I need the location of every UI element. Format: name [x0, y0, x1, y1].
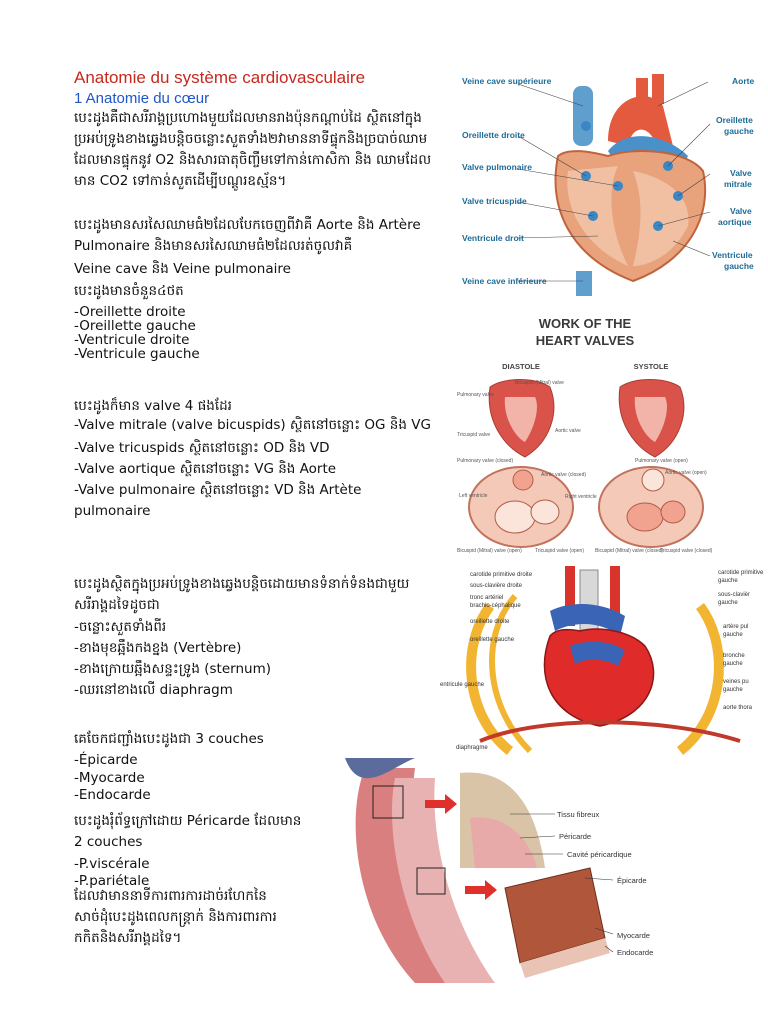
position-list — [74, 617, 442, 701]
label: carotide primitive — [718, 570, 764, 576]
small-label: Pulmonary valve — [457, 392, 494, 398]
label-pulmonary-valve: Valve pulmonaire — [462, 162, 532, 172]
label: gauche — [718, 600, 738, 606]
small-label: Right ventricle — [565, 494, 597, 500]
label: gauche — [718, 578, 738, 584]
label: gauche — [723, 632, 743, 638]
label: artère pul — [723, 624, 749, 630]
label: brachio-céphalique — [470, 603, 521, 609]
list-item: -Valve pulmonaire ស្ថិតនៅចន្លោះ VD និង Artète pulmonaire — [74, 482, 362, 519]
list-item: -ខាងមុខឆ្អឹងកងខ្នង (Vertèbre) — [74, 640, 242, 656]
aortic-branch — [636, 78, 648, 106]
diastole-valve-closed — [513, 470, 533, 490]
label-right-ventricle: Ventricule droit — [462, 233, 524, 243]
heart-anatomy-figure — [458, 66, 758, 298]
label: oreillette droite — [470, 619, 510, 625]
list-item: -Endocarde — [74, 787, 151, 803]
label-superior-vena-cava: Veine cave supérieure — [462, 76, 552, 86]
label: veines pu — [723, 679, 749, 685]
list-item: -Épicarde — [74, 752, 138, 768]
label: tronc artériel — [470, 595, 504, 601]
pericarde-list — [74, 856, 274, 890]
label-inferior-vena-cava: Veine cave inférieure — [462, 276, 547, 286]
label: entricule gauche — [440, 682, 485, 688]
label-aortic-valve: Valve — [730, 206, 752, 216]
label-pericardium: Péricarde — [559, 832, 592, 841]
label: gauche — [723, 661, 743, 667]
diastole-valve-open — [531, 500, 559, 524]
small-label: Left ventricle — [459, 493, 488, 499]
label-left-atrium-2: gauche — [724, 126, 754, 136]
label-pericardial-cavity: Cavité péricardique — [567, 850, 632, 859]
label-mitral-valve: Valve — [730, 168, 752, 178]
label: diaphragme — [456, 745, 488, 751]
thoracic-position-figure — [440, 566, 768, 756]
pericarde-intro: បេះដូងរុំព័ទ្ធក្រៅដោយ Péricarde ដែលមាន 2 couches — [74, 813, 302, 850]
valves-title-line2: HEART VALVES — [535, 333, 635, 348]
small-label: Aortic valve (open) — [665, 470, 707, 476]
page-title: Anatomie du système cardiovasculaire — [74, 68, 366, 87]
label-epicardium: Épicarde — [617, 876, 647, 885]
label: bronche — [723, 653, 745, 659]
label-right-atrium: Oreillette droite — [462, 130, 525, 140]
valves-list — [74, 415, 442, 522]
label: aorte thora — [723, 705, 753, 711]
label: oreillette gauche — [470, 637, 515, 643]
heart-valves-figure — [455, 312, 715, 557]
chambers-list — [74, 305, 442, 361]
label: gauche — [723, 687, 743, 693]
valves-title-line1: WORK OF THE — [538, 316, 632, 331]
list-item: -Ventricule gauche — [74, 346, 200, 362]
list-item: -Oreillette droite — [74, 304, 186, 320]
systole-label: SYSTOLE — [633, 362, 669, 371]
small-label: Aortic valve (closed) — [541, 472, 587, 478]
list-item: -ឈរនៅខាងលើ diaphragm — [74, 682, 233, 698]
list-item: -P.pariétale — [74, 873, 150, 889]
layers-list — [74, 752, 274, 805]
section-subtitle: 1 Anatomie du cœur — [74, 90, 210, 107]
label: carotide primitive droite — [470, 572, 533, 578]
arrow-icon — [465, 880, 497, 900]
small-label: Aortic valve — [555, 428, 581, 434]
diastole-valve-open — [495, 501, 535, 533]
inferior-vena-cava — [576, 271, 592, 296]
small-label: Tricuspid valve — [457, 432, 491, 438]
layers-intro: គេចែកជញ្ជាំងបេះដូងជា 3 couches — [74, 731, 264, 747]
list-item: -Ventricule droite — [74, 332, 190, 348]
vessels-paragraph-end: Veine cave និង Veine pulmonaire — [74, 261, 291, 277]
small-label: Bicuspid (Mitral) valve (open) — [457, 548, 522, 554]
label-mitral-valve-2: mitrale — [724, 179, 752, 189]
small-label: Pulmonary valve (closed) — [457, 458, 514, 464]
list-item: -Myocarde — [74, 769, 145, 786]
pointer-dot — [581, 121, 591, 131]
systole-valve-closed — [661, 501, 685, 523]
list-item: -P.viscérale — [74, 856, 150, 872]
list-item: -ចន្លោះសួតទាំងពីរ — [74, 619, 167, 635]
position-intro: បេះដូងស្ថិតក្នុងប្រអប់ទ្រូងខាងឆ្វេងបន្តិចដោយមានទំនាក់ទំនងជាមួយសរីរាង្គដទៃដូចជា — [74, 576, 410, 613]
small-label: Bicuspid (Mitral) valve (closed) — [595, 548, 664, 554]
intro-paragraph: បេះដូងគឺជាសរីរាង្គប្រហោងមួយដែលមានរាងប៉ុនកណ្ដាប់ដៃ ស្ថិតនៅក្នុងប្រអប់ទ្រូងខាងឆ្វេងបន្តិចចន្លោះសួតទាំង២វាមាននាទីផ្ទុកនិងច្របាច់ឈាមដែលមានផ្ទុកនូវ O2 និងសារធាតុចិញ្ចឹមទៅកាន់កោសិកា និង ឈាមដែលមាន CO2 ទៅកាន់សួតដើម្បីបណ្ដូរឧស្ម័ន។ — [74, 110, 432, 189]
chambers-intro: បេះដូងមានចំនួន៤ថត — [74, 283, 184, 299]
systole-valve-closed — [627, 503, 663, 531]
list-item: -Oreillette gauche — [74, 318, 196, 334]
valves-intro: បេះដូងក៏មាន valve 4 ផងដែរ — [74, 398, 232, 414]
small-label: Bicuspid (Mitral) valve — [515, 380, 564, 386]
list-item: -Valve mitrale (valve bicuspids) ស្ថិតនៅចន្លោះ OG និង VG — [74, 417, 431, 433]
label-tricuspid-valve: Valve tricuspide — [462, 196, 527, 206]
list-item: -Valve tricuspids ស្ថិតនៅចន្លោះ OD និង VD — [74, 440, 330, 456]
small-label: Tricuspid valve (closed) — [660, 548, 713, 554]
label-left-atrium: Oreillette — [716, 115, 753, 125]
label-fibrous-tissue: Tissu fibreux — [557, 810, 600, 819]
label-myocardium: Myocarde — [617, 931, 650, 940]
label-left-ventricle: Ventricule — [712, 250, 753, 260]
list-item: -ខាងក្រោយឆ្អឹងសន្ទះទ្រូង (sternum) — [74, 661, 271, 677]
diastole-label: DIASTOLE — [502, 362, 540, 371]
systole-valve-open — [642, 469, 664, 491]
label: sous-clavièr — [718, 592, 751, 598]
list-item: -Valve aortique ស្ថិតនៅចន្លោះ VG និង Aorte — [74, 461, 337, 477]
aortic-branch — [652, 74, 664, 104]
small-label: Tricuspid valve (open) — [535, 548, 585, 554]
label-left-ventricle-2: gauche — [724, 261, 754, 271]
label-aorta: Aorte — [732, 76, 755, 86]
label-aortic-valve-2: aortique — [718, 217, 752, 227]
pericardium-layers-figure — [305, 758, 718, 990]
label: sous-clavière droite — [470, 583, 523, 589]
pericarde-function: ដែលវាមាននាទីការពារការដាច់រហែកនៃសាច់ដុំបេះដូងពេលកន្ត្រាក់ និងការពារការកកិតនិងសរីរាង្គដទៃ។ — [74, 888, 277, 946]
label-endocardium: Endocarde — [617, 948, 654, 957]
superior-vena-cava — [573, 86, 593, 146]
small-label: Pulmonary valve (open) — [635, 458, 688, 464]
vessels-paragraph: បេះដូងមានសរសៃឈាមធំ២ដែលបែកចេញពីវាគឺ Aorte និង Artère Pulmonaire និងមានសរសៃឈាមធំ២ដែលរត់ចូលវាគឺ — [74, 217, 421, 254]
